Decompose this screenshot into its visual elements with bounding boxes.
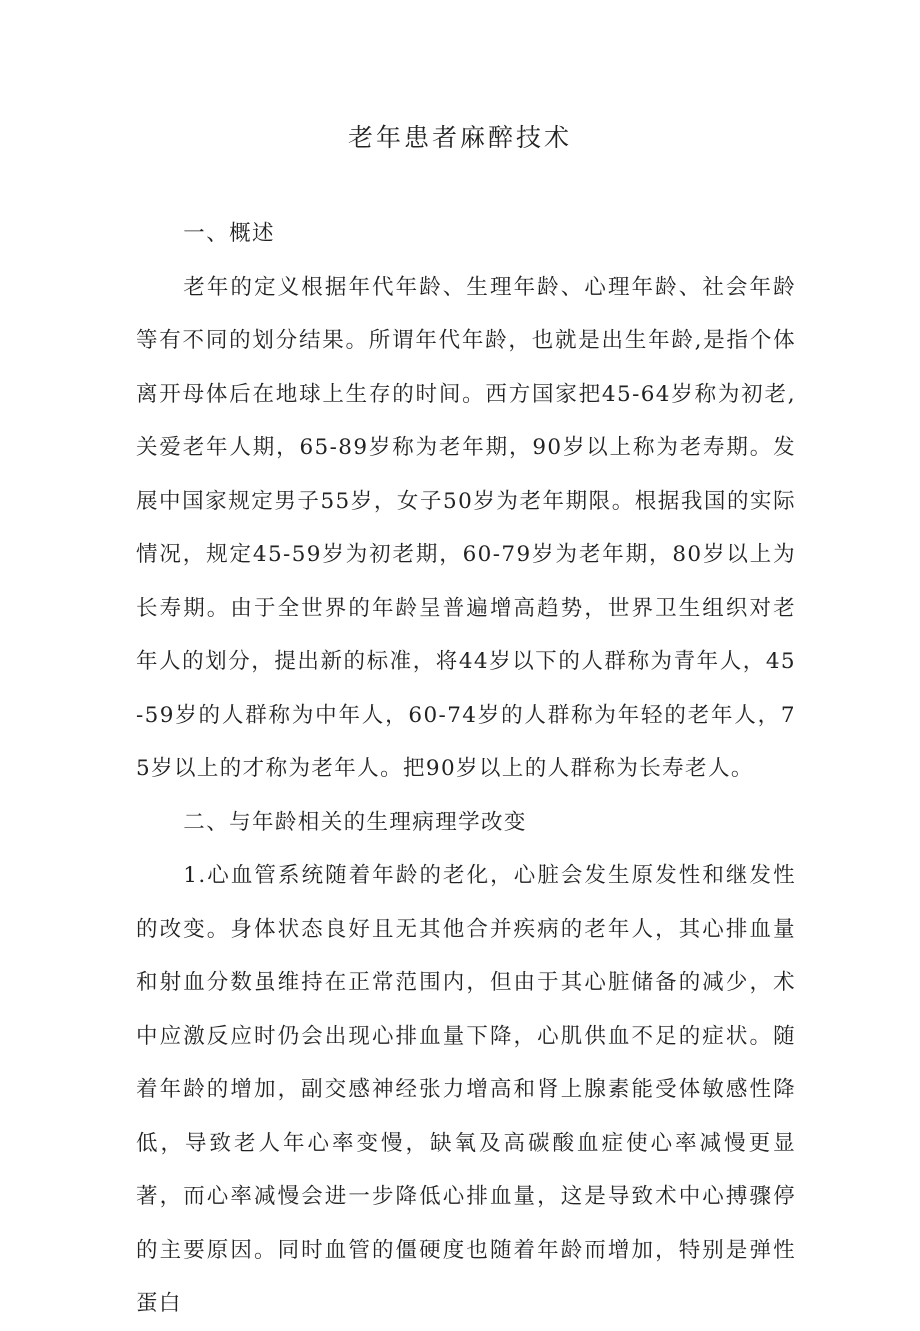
document-title: 老年患者麻醉技术 <box>347 123 572 152</box>
section-heading-overview: 一、概述 <box>183 221 275 246</box>
document-body <box>136 207 796 1331</box>
paragraph-age-definition: 老年的定义根据年代年龄、生理年龄、心理年龄、社会年龄等有不同的划分结果。所谓年代年龄，也就是出生年龄,是指个体离开母体后在地球上生存的时间。西方国家把45-64岁称为初老,关爱老年人期，65-89岁称为老年期，90岁以上称为老寿期。发展中国家规定男子55岁，女子50岁为老年期限。根据我国的实际情况，规定45-59岁为初老期，60-79岁为老年期，80岁以上为长寿期。由于全世界的年龄呈普遍增高趋势，世界卫生组织对老年人的划分，提出新的标准，将44岁以下的人群称为青年人，45-59岁的人群称为中年人，60-74岁的人群称为年轻的老年人，75岁以上的才称为老年人。把90岁以上的人群称为长寿老人。 <box>136 274 796 781</box>
paragraph-cardiovascular: 1.心血管系统随着年龄的老化，心脏会发生原发性和继发性的改变。身体状态良好且无其他合并疾病的老年人，其心排血量和射血分数虽维持在正常范围内，但由于其心脏储备的减少，术中应激反应时仍会出现心排血量下降，心肌供血不足的症状。随着年龄的增加，副交感神经张力增高和肾上腺素能受体敏感性降低，导致老人年心率变慢，缺氧及高碳酸血症使心率减慢更显著，而心率减慢会进一步降低心排血量，这是导致术中心搏骤停的主要原因。同时血管的僵硬度也随着年龄而增加，特别是弹性蛋白 <box>136 863 796 1316</box>
section-heading-physiology: 二、与年龄相关的生理病理学改变 <box>183 809 527 835</box>
